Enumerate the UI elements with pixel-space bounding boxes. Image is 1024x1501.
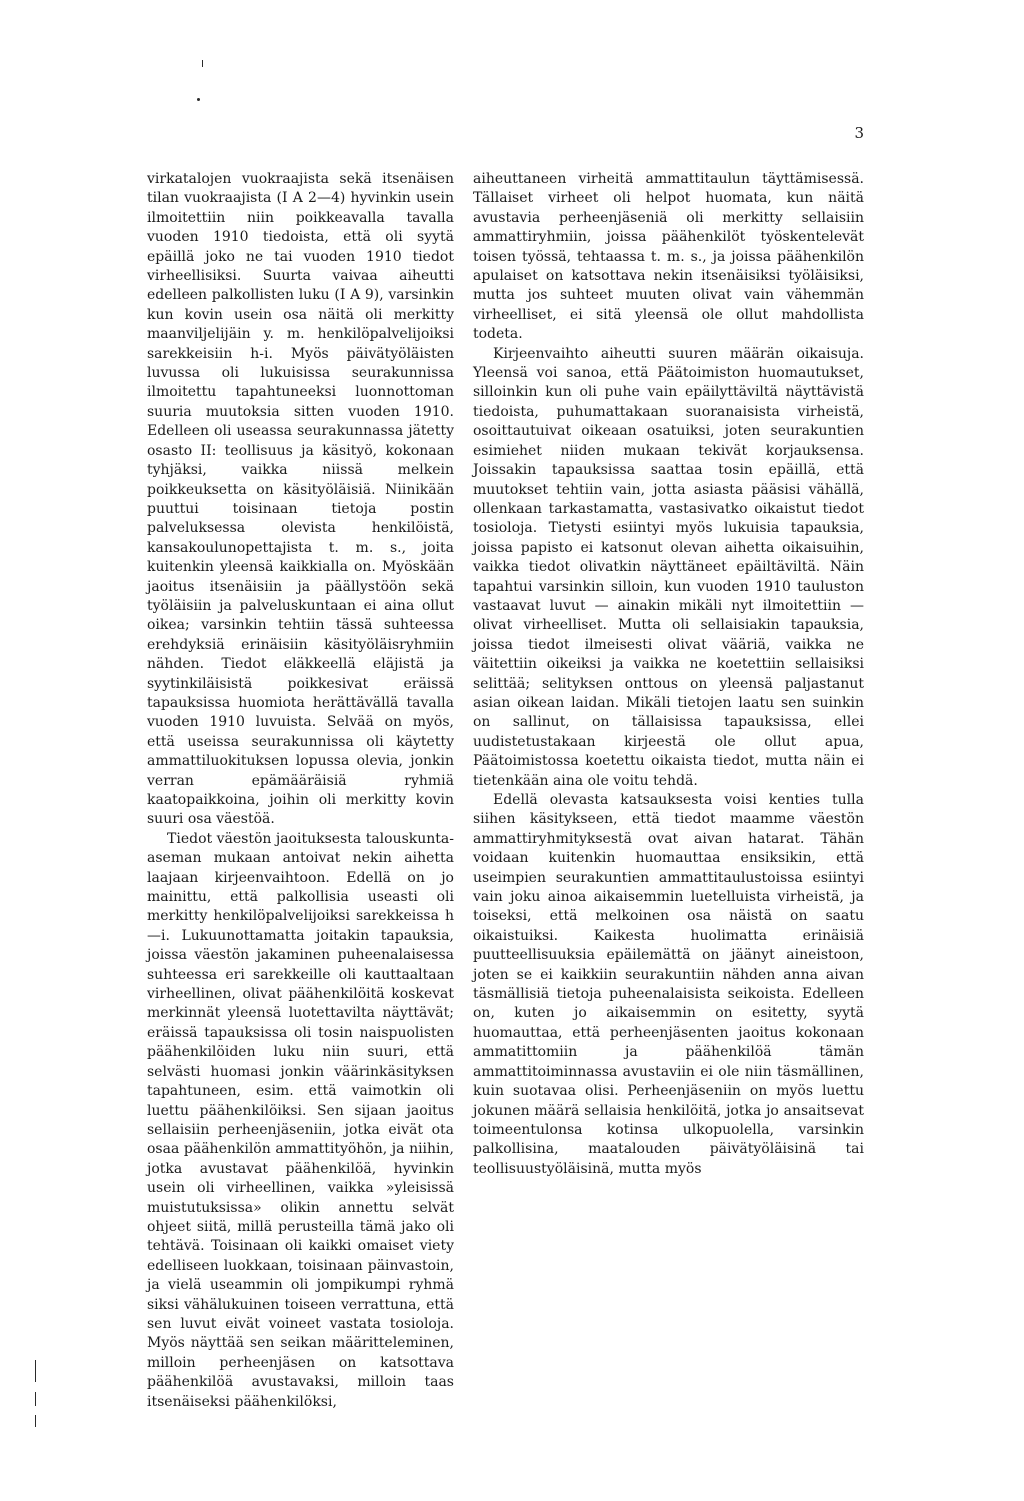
- scan-mark: [197, 98, 200, 101]
- page-number: 3: [854, 124, 864, 142]
- left-column: [147, 170, 454, 1412]
- paragraph: Kirjeenvaihto aiheutti suuren määrän oikaisuja. Yleensä voi sanoa, että Päätoimiston huomautukset, silloinkin kun oli puhe vain epäilyttäviltä näyttävistä tiedoista, puhumattakaan suoranaisista virheistä, osoittautuivat oikeaan osatuiksi, joten seurakuntien esimiehet niiden mukaan tekivät korjauksensa. Joissakin tapauksissa saattaa tosin epäillä, että muutokset tehtiin vain, jotta asiasta pääsisi vähällä, ollenkaan tarkastamatta, vastasivatko oikaistut tiedot tosioloja. Tietysti esiintyi myös lukuisia tapauksia, joissa papisto ei katsonut olevan aihetta oikaisuihin, vaikka tiedot olivatkin näyttäneet epäiltäviltä. Näin tapahtui varsinkin silloin, kun vuoden 1910 tauluston vastaavat luvut — ainakin mikäli nyt ilmoitettiin — olivat virheelliset. Mutta oli sellaisiakin tapauksia, joissa tiedot ilmeisesti olivat vääriä, vaikka ne väitettiin oikeiksi ja vaikka ne koetettiin sellaisiksi selittää; selityksen onttous on yleensä paljastanut asian oikean laidan. Mikäli tietojen laatu sen suinkin on sallinut, on tällaisissa tapauksissa, ellei uudistetustakaan kirjeestä ole ollut apua, Päätoimistossa koetettu oikaista tiedot, mutta näin ei tietenkään aina ole voitu tehdä.: [473, 345, 864, 789]
- scan-mark: [35, 1392, 36, 1406]
- scan-mark: [35, 1360, 36, 1382]
- paragraph: aiheuttaneen virheitä ammattitaulun täyttämisessä. Tällaiset virheet oli helpot huomata, kun näitä avustavia perheenjäseniä oli merkitty sellaisiin ammattiryhmiin, joissa päähenkilöt työskentelevät toisen työssä, tehtaassa t. m. s., ja joissa päähenkilön apulaiset on katsottava nekin itsenäisiksi työläisiksi, mutta jos suhteet muuten olivat vain vähemmän virheelliset, ei sitä yleensä ole ollut mahdollista todeta.: [473, 171, 864, 343]
- right-column: [473, 170, 864, 1179]
- paragraph: Edellä olevasta katsauksesta voisi kenties tulla siihen käsitykseen, että tiedot maamme väestön ammattiryhmityksestä ovat aivan hatarat. Tähän voidaan kuitenkin huomauttaa ensiksikin, että useimpien seurakuntien ammattitaulustoissa esiintyi vain joku ainoa aikaisemmin luetelluista virheistä, ja toiseksi, että melkoinen osa näistä on saatu oikaistuiksi. Kaikesta huolimatta erinäisiä puutteellisuuksia epäilemättä on jäänyt aineistoon, joten se ei kaikkiin seurakuntiin nähden anna aivan täsmällisiä tietoja puheenalaisista seikoista. Edelleen on, kuten jo aikaisemmin on esitetty, syytä huomauttaa, että perheenjäsenten jaoitus kokonaan ammatittomiin ja päähenkilöä tämän ammattitoiminnassa avustaviin ei ole niin täsmällinen, kuin suotavaa olisi. Perheenjäseniin on myös luettu jokunen määrä sellaisia henkilöitä, jotka jo ansaitsevat toimeentulonsa kotinsa ulkopuolella, varsinkin palkollisina, maatalouden päivätyöläisinä tai teollisuustyöläisinä, mutta myös: [473, 792, 864, 1177]
- paragraph: Tiedot väestön jaoituksesta talouskunta-aseman mukaan antoivat nekin aihetta laajaan kirjeenvaihtoon. Edellä on jo mainittu, että palkollisia useasti oli merkitty henkilöpalvelijoiksi sarekkeissa h—i. Lukuunottamatta joitakin tapauksia, joissa väestön jakaminen puheenalaisessa suhteessa eri sarekkeille oli kauttaaltaan virheellinen, olivat päähenkilöitä koskevat merkinnät yleensä luotettavilta näyttävät; eräissä tapauksissa oli tosin naispuolisten päähenkilöiden luku niin suuri, että selvästi huomasi jonkin väärinkäsityksen tapahtuneen, esim. että vaimotkin oli luettu päähenkilöiksi. Sen sijaan jaoitus sellaisiin perheenjäseniin, jotka eivät ota osaa päähenkilön ammattityöhön, ja niihin, jotka avustavat päähenkilöä, hyvinkin usein oli virheellinen, vaikka »yleisissä muistutuksissa» olikin annettu selvät ohjeet siitä, millä perusteilla tämä jako oli tehtävä. Toisinaan oli kaikki omaiset viety edelliseen luokkaan, toisinaan päinvastoin, ja vielä useammin oli jompikumpi ryhmä siksi vähälukuinen toiseen verrattuna, että sen luvut eivät voineet vastata tosioloja. Myös näyttää sen seikan määritteleminen, milloin perheenjäsen on katsottava päähenkilöä avustavaksi, milloin taas itsenäiseksi päähenkilöksi,: [147, 830, 454, 1410]
- paragraph: virkatalojen vuokraajista sekä itsenäisen tilan vuokraajista (I A 2—4) hyvinkin usein ilmoitettiin niin poikkeavalla tavalla vuoden 1910 tiedoista, että oli syytä epäillä joko ne tai vuoden 1910 tiedot virheellisiksi. Suurta vaivaa aiheutti edelleen palkollisten luku (I A 9), varsinkin kun kovin usein osa näitä oli merkitty maanviljelijäin y. m. henkilöpalvelijoiksi sarekkeisiin h-i. Myös päivätyöläisten luvussa oli lukuisissa seurakunnissa ilmoitettu tapahtuneeksi luonnottoman suuria muutoksia sitten vuoden 1910. Edelleen oli useassa seurakunnassa jätetty osasto II: teollisuus ja käsityö, kokonaan tyhjäksi, vaikka niissä melkein poikkeuksetta on käsityöläisiä. Niinikään puuttui toisinaan tietoja postin palveluksessa olevista henkilöistä, kansakoulunopettajista t. m. s., joita kuitenkin yleensä kaikkialla on. Myöskään jaoitus itsenäisiin ja päällystöön sekä työläisiin ja palveluskuntaan ei aina ollut oikea; varsinkin tehtiin tässä suhteessa erehdyksiä erinäisiin käsityöläisryhmiin nähden. Tiedot eläkkeellä eläjistä ja syytinkiläisistä poikkesivat eräissä tapauksissa huomiota herättävällä tavalla vuoden 1910 luvuista. Selvää on myös, että useissa seurakunnissa oli käytetty ammattiluokituksen lopussa olevia, jonkin verran epämääräisiä ryhmiä kaatopaikkoina, joihin oli merkitty kovin suuri osa väestöä.: [147, 171, 454, 828]
- scan-mark: [202, 60, 203, 67]
- scan-mark: [35, 1415, 36, 1427]
